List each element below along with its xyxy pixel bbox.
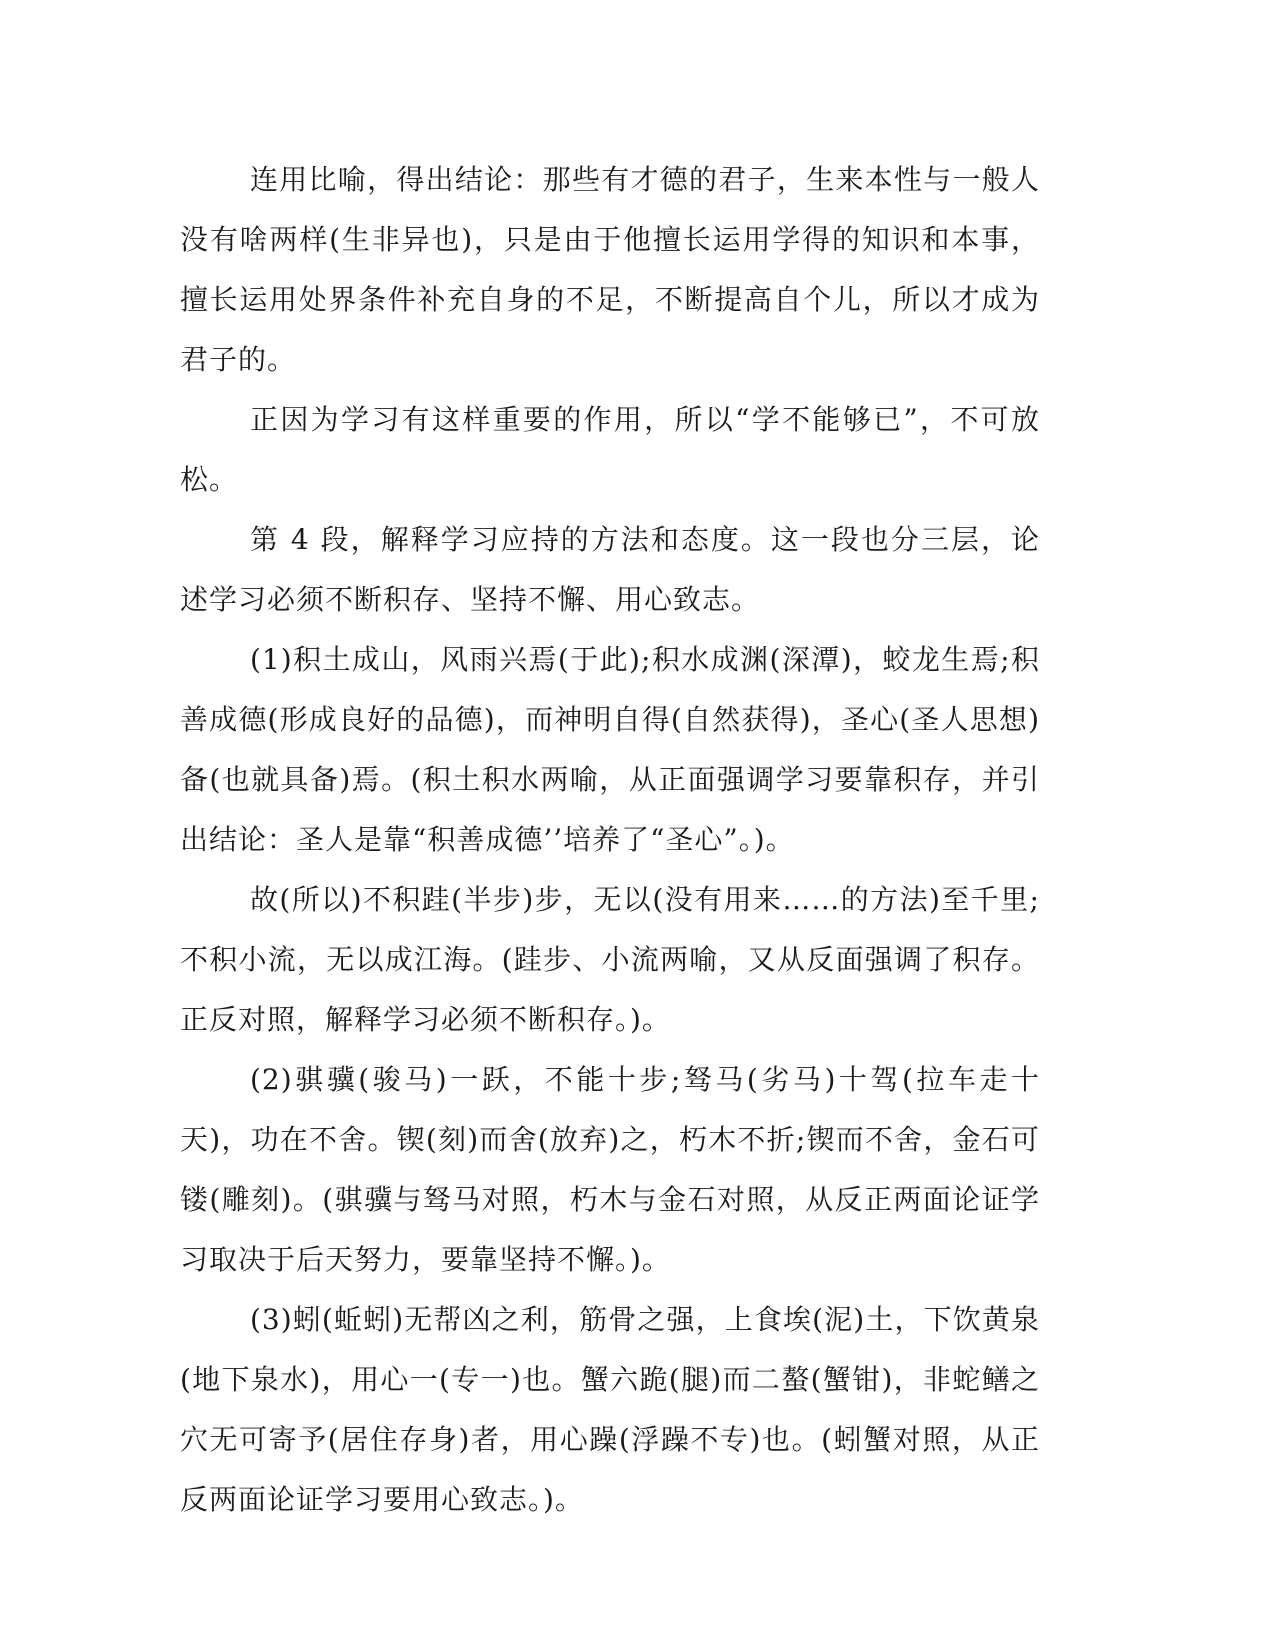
paragraph-importance: 正因为学习有这样重要的作用，所以“学不能够已”，不可放松。 bbox=[180, 403, 1040, 496]
paragraph-point-2: (2)骐骥(骏马)一跃，不能十步;驽马(劣马)十驾(拉车走十天)，功在不舍。锲(刻)而舍(放弃)之，朽木不折;锲而不舍，金石可镂(雕刻)。(骐骥与驽马对照，朽木与金石对照，从反正两面论证学习取决于后天努力，要靠坚持不懈。)。 bbox=[180, 1063, 1040, 1276]
paragraph-conclusion: 连用比喻，得出结论：那些有才德的君子，生来本性与一般人没有啥两样(生非异也)，只是由于他擅长运用学得的知识和本事，擅长运用处界条件补充自身的不足，不断提高自个儿，所以才成为君子的。 bbox=[180, 163, 1040, 376]
paragraph-section-4: 第 4 段，解释学习应持的方法和态度。这一段也分三层，论述学习必须不断积存、坚持不懈、用心致志。 bbox=[180, 523, 1040, 616]
paragraph-point-1: (1)积土成山，风雨兴焉(于此);积水成渊(深潭)，蛟龙生焉;积善成德(形成良好的品德)，而神明自得(自然获得)，圣心(圣人思想)备(也就具备)焉。(积土积水两喻，从正面强调学习要靠积存，并引出结论：圣人是靠“积善成德’’培养了“圣心”。)。 bbox=[180, 643, 1040, 856]
paragraph-point-3: (3)蚓(蚯蚓)无帮凶之利，筋骨之强，上食埃(泥)土，下饮黄泉(地下泉水)，用心一(专一)也。蟹六跪(腿)而二螯(蟹钳)，非蛇鳝之穴无可寄予(居住存身)者，用心躁(浮躁不专)也。(蚓蟹对照，从正反两面论证学习要用心致志。)。 bbox=[180, 1303, 1040, 1516]
paragraph-point-1-contrast: 故(所以)不积跬(半步)步，无以(没有用来……的方法)至千里;不积小流，无以成江海。(跬步、小流两喻，又从反面强调了积存。正反对照，解释学习必须不断积存。)。 bbox=[180, 883, 1040, 1036]
document-body bbox=[180, 150, 1040, 1530]
